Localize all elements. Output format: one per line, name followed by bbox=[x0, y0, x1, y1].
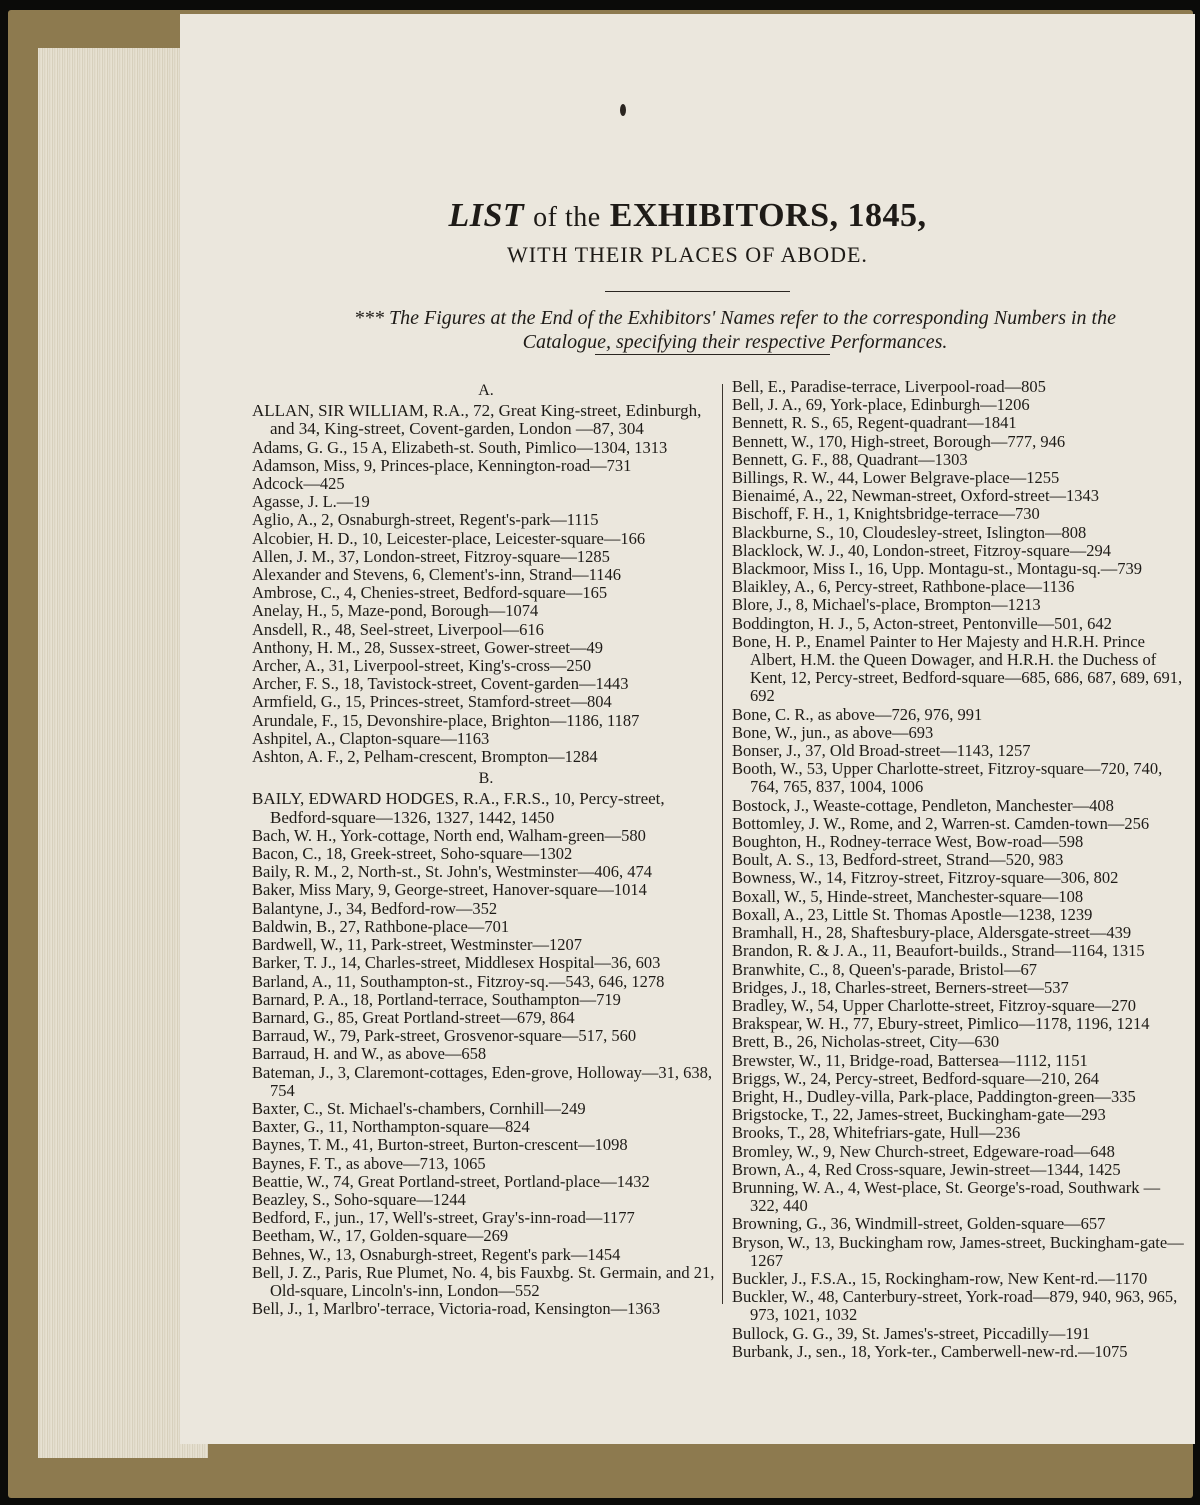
exhibitor-entry: Bell, J. A., 69, York-place, Edinburgh—1206 bbox=[732, 395, 1030, 415]
exhibitor-entry: Armfield, G., 15, Princes-street, Stamford-street—804 bbox=[252, 692, 612, 712]
section-letter-a: A. bbox=[478, 382, 494, 399]
exhibitor-entry: Ashpitel, A., Clapton-square—1163 bbox=[252, 728, 490, 748]
exhibitor-entry: Baily, R. M., 2, North-st., St. John's, Westminster—406, 474 bbox=[252, 862, 652, 882]
exhibitor-entry: Anelay, H., 5, Maze-pond, Borough—1074 bbox=[252, 601, 539, 621]
exhibitor-entry: Bienaimé, A., 22, Newman-street, Oxford-street—1343 bbox=[732, 486, 1100, 506]
exhibitor-entry: Barnard, G., 85, Great Portland-street—679, 864 bbox=[252, 1007, 575, 1027]
exhibitor-entry: Baxter, G., 11, Northampton-square—824 bbox=[252, 1117, 530, 1137]
exhibitor-entry: Ansdell, R., 48, Seel-street, Liverpool—616 bbox=[252, 619, 544, 639]
exhibitor-entry: Billings, R. W., 44, Lower Belgrave-place—1255 bbox=[732, 468, 1060, 488]
exhibitor-entry: Brown, A., 4, Red Cross-square, Jewin-street—1344, 1425 bbox=[732, 1159, 1121, 1179]
exhibitor-entry: Beattie, W., 74, Great Portland-street, Portland-place—1432 bbox=[252, 1171, 650, 1191]
exhibitor-entry: Bridges, J., 18, Charles-street, Berners-street—537 bbox=[732, 977, 1069, 997]
exhibitor-entry: Baker, Miss Mary, 9, George-street, Hanover-square—1014 bbox=[252, 880, 647, 900]
exhibitor-entry: Anthony, H. M., 28, Sussex-street, Gower-street—49 bbox=[252, 637, 604, 657]
exhibitor-entry: Beazley, S., Soho-square—1244 bbox=[252, 1189, 466, 1209]
exhibitor-entry: Allen, J. M., 37, London-street, Fitzroy-square—1285 bbox=[252, 546, 610, 566]
exhibitor-entry: Baxter, C., St. Michael's-chambers, Cornhill—249 bbox=[252, 1098, 586, 1118]
exhibitor-entry: Bennett, G. F., 88, Quadrant—1303 bbox=[732, 449, 968, 469]
exhibitor-entry: Bramhall, H., 28, Shaftesbury-place, Aldersgate-street—439 bbox=[732, 923, 1132, 943]
explanatory-note bbox=[290, 306, 1180, 354]
exhibitor-entry: Adamson, Miss, 9, Princes-place, Kennington-road—731 bbox=[252, 455, 632, 475]
entries-a-list bbox=[252, 402, 720, 766]
exhibitor-entry: Agasse, J. L.—19 bbox=[252, 492, 370, 512]
entries-right-list bbox=[732, 378, 1187, 1361]
exhibitor-entry: Balantyne, J., 34, Bedford-row—352 bbox=[252, 898, 498, 918]
exhibitor-entry: Bedford, F., jun., 17, Well's-street, Gray's-inn-road—1177 bbox=[252, 1208, 635, 1228]
exhibitor-entry: Bullock, G. G., 39, St. James's-street, Piccadilly—191 bbox=[732, 1323, 1091, 1343]
section-letter-b: B. bbox=[478, 770, 494, 788]
exhibitor-entry: Blackburne, S., 10, Cloudesley-street, Islington—808 bbox=[732, 522, 1087, 542]
exhibitor-entry: Behnes, W., 13, Osnaburgh-street, Regent's park—1454 bbox=[252, 1244, 621, 1264]
exhibitor-entry: Baldwin, B., 27, Rathbone-place—701 bbox=[252, 916, 510, 936]
exhibitor-entry: Blacklock, W. J., 40, London-street, Fitzroy-square—294 bbox=[732, 540, 1111, 560]
exhibitor-entry: Blaikley, A., 6, Percy-street, Rathbone-place—1136 bbox=[732, 577, 1075, 597]
exhibitor-entry: Buckler, J., F.S.A., 15, Rockingham-row, New Kent-rd.—1170 bbox=[732, 1268, 1148, 1288]
title-of-the: of the bbox=[533, 202, 601, 233]
exhibitor-entry: Bischoff, F. H., 1, Knightsbridge-terrace—730 bbox=[732, 504, 1040, 524]
exhibitor-entry: Alexander and Stevens, 6, Clement's-inn, Strand—1146 bbox=[252, 565, 621, 585]
exhibitor-entry: Brooks, T., 28, Whitefriars-gate, Hull—236 bbox=[732, 1123, 1021, 1143]
exhibitor-entry: Archer, A., 31, Liverpool-street, King's-cross—250 bbox=[252, 656, 592, 676]
exhibitor-entry: Brakspear, W. H., 77, Ebury-street, Pimlico—1178, 1196, 1214 bbox=[732, 1014, 1150, 1034]
exhibitor-entry: Barnard, P. A., 18, Portland-terrace, Southampton—719 bbox=[252, 989, 621, 1009]
exhibitor-entry: Buckler, W., 48, Canterbury-street, York-road—879, 940, 963, 965, 973, 1021, 1032 bbox=[732, 1287, 1178, 1325]
exhibitor-entry: Boxall, W., 5, Hinde-street, Manchester-square—108 bbox=[732, 886, 1084, 906]
exhibitor-entry: Bardwell, W., 11, Park-street, Westminster—1207 bbox=[252, 935, 582, 955]
title-exhibitors: EXHIBITORS, 1845, bbox=[609, 197, 927, 234]
note-rule bbox=[595, 354, 830, 355]
exhibitor-entry: Aglio, A., 2, Osnaburgh-street, Regent's-park—1115 bbox=[252, 510, 599, 530]
exhibitor-entry: Ambrose, C., 4, Chenies-street, Bedford-square—165 bbox=[252, 583, 608, 603]
exhibitor-entry: Bacon, C., 18, Greek-street, Soho-square—1302 bbox=[252, 844, 573, 864]
exhibitor-entry: Alcobier, H. D., 10, Leicester-place, Leicester-square—166 bbox=[252, 528, 646, 548]
title-rule bbox=[605, 291, 790, 292]
right-column bbox=[732, 378, 1187, 1361]
exhibitor-entry: Bright, H., Dudley-villa, Park-place, Paddington-green—335 bbox=[732, 1086, 1136, 1106]
exhibitor-entry: Barraud, W., 79, Park-street, Grosvenor-square—517, 560 bbox=[252, 1026, 637, 1046]
exhibitor-entry: Bone, W., jun., as above—693 bbox=[732, 722, 934, 742]
exhibitor-entry: Boddington, H. J., 5, Acton-street, Pentonville—501, 642 bbox=[732, 613, 1112, 633]
exhibitor-entry: Bone, H. P., Enamel Painter to Her Majesty and H.R.H. Prince Albert, H.M. the Queen Dowager, and H.R.H. the Duchess of Kent, 12, Percy-street, Bedford-square—685, 686, 687, 689, 691, 692 bbox=[732, 631, 1183, 706]
exhibitor-entry: Bell, J. Z., Paris, Rue Plumet, No. 4, bis Fauxbg. St. Germain, and 21, Old-square, Lincoln's-inn, London—552 bbox=[252, 1262, 715, 1300]
page-subtitle: WITH THEIR PLACES OF ABODE. bbox=[507, 242, 868, 267]
exhibitor-entry: Arundale, F., 15, Devonshire-place, Brighton—1186, 1187 bbox=[252, 710, 640, 730]
exhibitor-entry: Bradley, W., 54, Upper Charlotte-street, Fitzroy-square—270 bbox=[732, 995, 1137, 1015]
book-page bbox=[180, 14, 1195, 1444]
title-list: LIST bbox=[448, 197, 525, 234]
exhibitor-entry: Bach, W. H., York-cottage, North end, Walham-green—580 bbox=[252, 825, 646, 845]
exhibitor-entry: Barland, A., 11, Southampton-st., Fitzroy-sq.—543, 646, 1278 bbox=[252, 971, 665, 991]
exhibitor-entry: Brewster, W., 11, Bridge-road, Battersea—1112, 1151 bbox=[732, 1050, 1088, 1070]
exhibitor-entry: Boxall, A., 23, Little St. Thomas Apostle—1238, 1239 bbox=[732, 904, 1093, 924]
exhibitor-entry: Brandon, R. & J. A., 11, Beaufort-builds., Strand—1164, 1315 bbox=[732, 941, 1145, 961]
exhibitor-entry: Brett, B., 26, Nicholas-street, City—630 bbox=[732, 1032, 1000, 1052]
exhibitor-entry: Bennett, R. S., 65, Regent-quadrant—1841 bbox=[732, 413, 1017, 433]
exhibitor-entry: Briggs, W., 24, Percy-street, Bedford-square—210, 264 bbox=[732, 1068, 1100, 1088]
exhibitor-entry: Booth, W., 53, Upper Charlotte-street, Fitzroy-square—720, 740, 764, 765, 837, 1004, 1006 bbox=[732, 759, 1163, 797]
exhibitor-entry: Boult, A. S., 13, Bedford-street, Strand—520, 983 bbox=[732, 850, 1064, 870]
exhibitor-entry: Barker, T. J., 14, Charles-street, Middlesex Hospital—36, 603 bbox=[252, 953, 661, 973]
exhibitor-entry: Ashton, A. F., 2, Pelham-crescent, Brompton—1284 bbox=[252, 747, 598, 767]
entries-b-list bbox=[252, 790, 720, 1318]
exhibitor-entry: Bryson, W., 13, Buckingham row, James-street, Buckingham-gate—1267 bbox=[732, 1232, 1184, 1270]
exhibitor-entry: Brigstocke, T., 22, James-street, Buckingham-gate—293 bbox=[732, 1105, 1106, 1125]
exhibitor-entry: Baynes, T. M., 41, Burton-street, Burton-crescent—1098 bbox=[252, 1135, 628, 1155]
note-line-1: *** The Figures at the End of the Exhibitors' Names refer to the corresponding Numbers in the bbox=[354, 307, 1116, 329]
exhibitor-entry: Adcock—425 bbox=[252, 474, 345, 494]
exhibitor-entry: Bottomley, J. W., Rome, and 2, Warren-st. Camden-town—256 bbox=[732, 813, 1150, 833]
exhibitor-entry: Bostock, J., Weaste-cottage, Pendleton, Manchester—408 bbox=[732, 795, 1114, 815]
exhibitor-entry: Bateman, J., 3, Claremont-cottages, Eden-grove, Holloway—31, 638, 754 bbox=[252, 1062, 713, 1100]
exhibitor-entry: Burbank, J., sen., 18, York-ter., Camberwell-new-rd.—1075 bbox=[732, 1341, 1128, 1361]
exhibitor-entry: Baynes, F. T., as above—713, 1065 bbox=[252, 1153, 486, 1173]
exhibitor-entry: Blackmoor, Miss I., 16, Upp. Montagu-st., Montagu-sq.—739 bbox=[732, 559, 1142, 579]
exhibitor-entry: Adams, G. G., 15 A, Elizabeth-st. South, Pimlico—1304, 1313 bbox=[252, 437, 668, 457]
exhibitor-entry: Bell, J., 1, Marlbro'-terrace, Victoria-road, Kensington—1363 bbox=[252, 1299, 661, 1319]
exhibitor-entry: Browning, G., 36, Windmill-street, Golden-square—657 bbox=[732, 1214, 1106, 1234]
column-divider bbox=[722, 384, 723, 1304]
exhibitor-entry: Boughton, H., Rodney-terrace West, Bow-road—598 bbox=[732, 832, 1084, 852]
exhibitor-entry: Blore, J., 8, Michael's-place, Brompton—1213 bbox=[732, 595, 1041, 615]
exhibitor-entry: Branwhite, C., 8, Queen's-parade, Bristol—67 bbox=[732, 959, 1037, 979]
page-title bbox=[180, 197, 1195, 235]
exhibitor-entry: BAILY, EDWARD HODGES, R.A., F.R.S., 10, Percy-street, Bedford-square—1326, 1327, 1442, 1450 bbox=[252, 789, 665, 827]
exhibitor-entry: Bromley, W., 9, New Church-street, Edgeware-road—648 bbox=[732, 1141, 1115, 1161]
exhibitor-entry: Bone, C. R., as above—726, 976, 991 bbox=[732, 704, 983, 724]
left-column bbox=[252, 378, 720, 1318]
exhibitor-entry: Bennett, W., 170, High-street, Borough—777, 946 bbox=[732, 431, 1066, 451]
exhibitor-entry: Bowness, W., 14, Fitzroy-street, Fitzroy-square—306, 802 bbox=[732, 868, 1119, 888]
exhibitor-entry: Bonser, J., 37, Old Broad-street—1143, 1257 bbox=[732, 741, 1031, 761]
exhibitor-entry: Beetham, W., 17, Golden-square—269 bbox=[252, 1226, 509, 1246]
exhibitor-entry: Brunning, W. A., 4, West-place, St. George's-road, Southwark —322, 440 bbox=[732, 1177, 1161, 1216]
exhibitor-entry: ALLAN, SIR WILLIAM, R.A., 72, Great King-street, Edinburgh, and 34, King-street, Covent-garden, London —87, 304 bbox=[252, 401, 702, 439]
note-line-2: Catalogue, specifying their respective Performances. bbox=[522, 331, 948, 353]
exhibitor-entry: Archer, F. S., 18, Tavistock-street, Covent-garden—1443 bbox=[252, 674, 629, 694]
exhibitor-entry: Barraud, H. and W., as above—658 bbox=[252, 1044, 487, 1064]
exhibitor-entry: Bell, E., Paradise-terrace, Liverpool-road—805 bbox=[732, 377, 1046, 396]
ink-mark bbox=[620, 104, 626, 116]
